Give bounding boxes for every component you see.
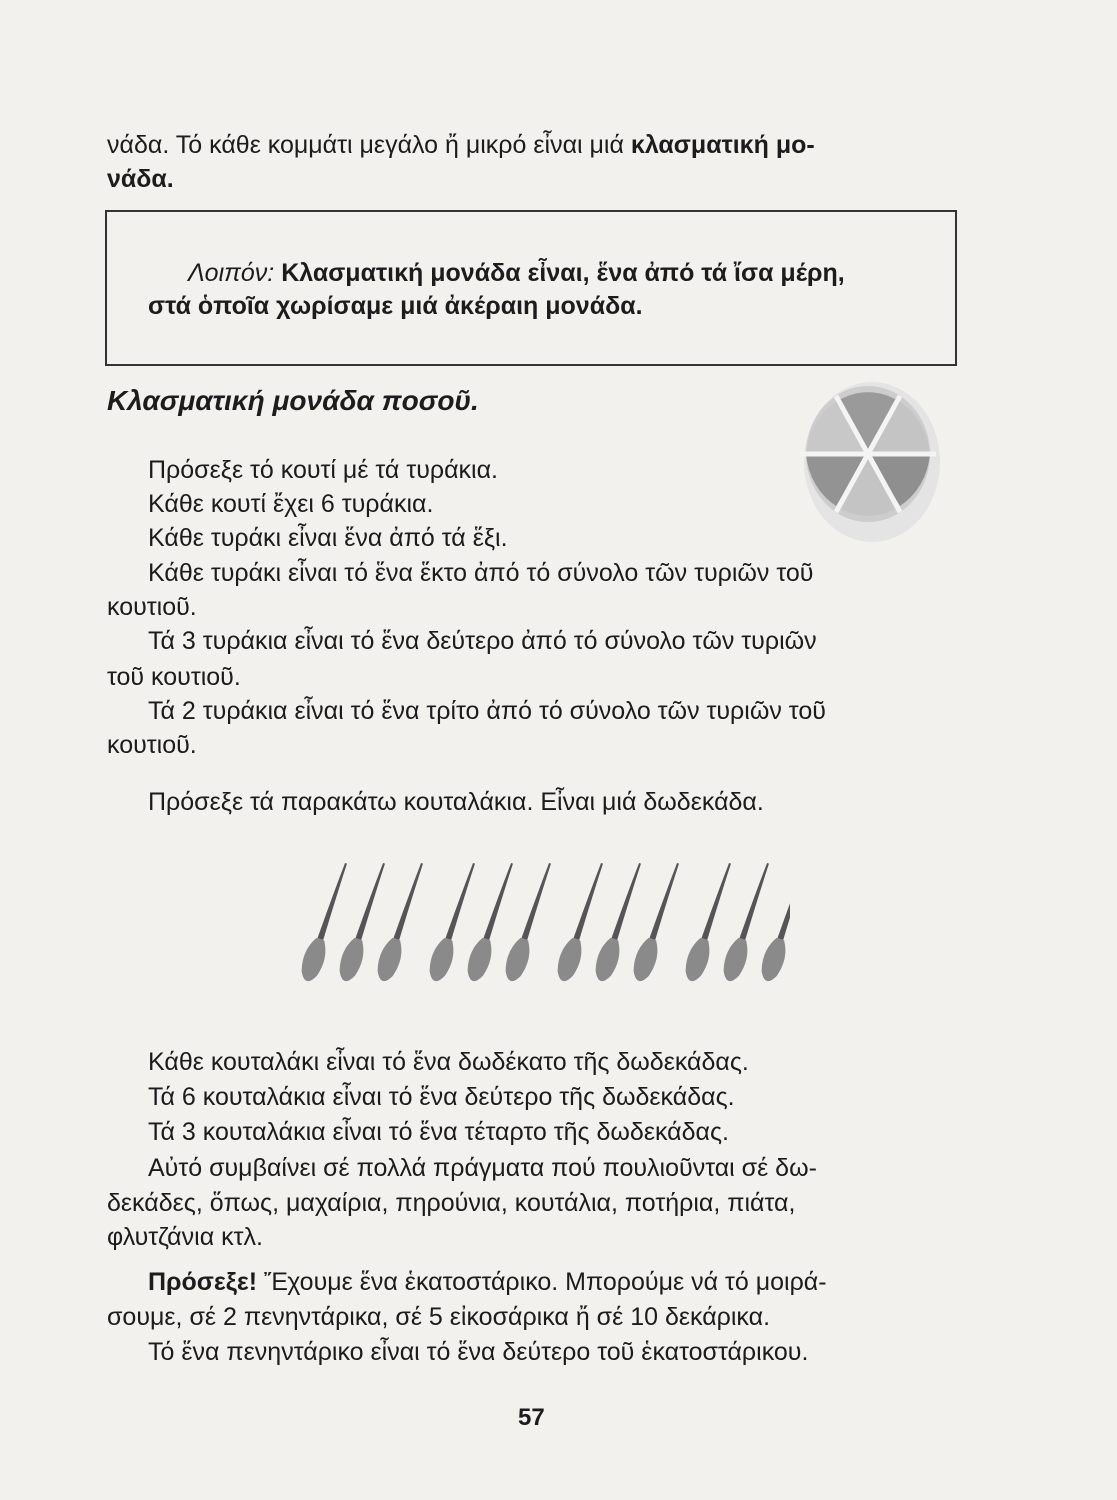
definition-text-1: Κλασματική μονάδα εἶναι, ἕνα ἀπό τά ἴσα μέρη,: [281, 259, 845, 287]
money-line-3: Τό ἕνα πενηντάρικο εἶναι τό ἕνα δεύτερο τοῦ ἑκατοστάρικου.: [148, 1338, 809, 1366]
intro-term: κλασματική μο-: [630, 131, 815, 159]
spoon-line: Τά 6 κουταλάκια εἶναι τό ἕνα δεύτερο τῆς δωδεκάδας.: [148, 1083, 735, 1111]
money-attention: Πρόσεξε!: [148, 1268, 258, 1296]
spoon-icon: [501, 860, 559, 984]
money-text-1: Ἔχουμε ἕνα ἑκατοστάρικο. Μπορούμε νά τό μοιρά-: [257, 1268, 827, 1296]
spoon-icon: [373, 860, 431, 984]
spoons-illustration: [300, 858, 790, 998]
spoon-line: Κάθε κουταλάκι εἶναι τό ἕνα δωδέκατο τῆς δωδεκάδας.: [148, 1048, 749, 1076]
cheese-box-icon: [796, 380, 942, 550]
cheese-line: κουτιοῦ.: [107, 593, 197, 621]
cheese-line: Κάθε κουτί ἔχει 6 τυράκια.: [148, 490, 434, 518]
intro-line-2: νάδα.: [107, 165, 174, 193]
definition-line-2: στά ὁποῖα χωρίσαμε μιά ἀκέραιη μονάδα.: [148, 292, 643, 320]
cheese-line: Πρόσεξε τό κουτί μέ τά τυράκια.: [148, 456, 498, 484]
page-number: 57: [518, 1404, 545, 1431]
definition-prefix: Λοιπόν:: [188, 259, 275, 287]
money-line-1: [148, 1265, 827, 1299]
cheese-line: Τά 2 τυράκια εἶναι τό ἕνα τρίτο ἀπό τό σύνολο τῶν τυριῶν τοῦ: [148, 697, 826, 725]
definition-line-1: [188, 256, 845, 290]
cheese-line: Τά 3 τυράκια εἶναι τό ἕνα δεύτερο ἀπό τό σύνολο τῶν τυριῶν: [148, 627, 817, 655]
cheese-line: Κάθε τυράκι εἶναι τό ἕνα ἕκτο ἀπό τό σύνολο τῶν τυριῶν τοῦ: [148, 559, 814, 587]
spoons-intro: Πρόσεξε τά παρακάτω κουταλάκια. Εἶναι μιά δωδεκάδα.: [148, 788, 764, 816]
spoon-line: Τά 3 κουταλάκια εἶναι τό ἕνα τέταρτο τῆς δωδεκάδας.: [148, 1118, 729, 1146]
cheese-line: Κάθε τυράκι εἶναι ἕνα ἀπό τά ἕξι.: [148, 524, 508, 552]
cheese-line: τοῦ κουτιοῦ.: [107, 663, 241, 691]
spoon-line: δεκάδες, ὅπως, μαχαίρια, πηρούνια, κουτάλια, ποτήρια, πιάτα,: [107, 1189, 796, 1217]
intro-text: νάδα. Τό κάθε κομμάτι μεγάλο ἤ μικρό εἶναι μιά: [107, 131, 631, 159]
spoon-line: Αὐτό συμβαίνει σέ πολλά πράγματα πού πουλιοῦνται σέ δω-: [148, 1154, 817, 1182]
section-heading: Κλασματική μονάδα ποσοῦ.: [107, 385, 479, 416]
money-line-2: σουμε, σέ 2 πενηντάρικα, σέ 5 εἰκοσάρικα ἤ σέ 10 δεκάρικα.: [107, 1303, 771, 1331]
spoon-line: φλυτζάνια κτλ.: [107, 1223, 263, 1251]
spoon-icon: [629, 860, 687, 984]
cheese-line: κουτιοῦ.: [107, 731, 197, 759]
intro-line-1: [107, 128, 815, 162]
